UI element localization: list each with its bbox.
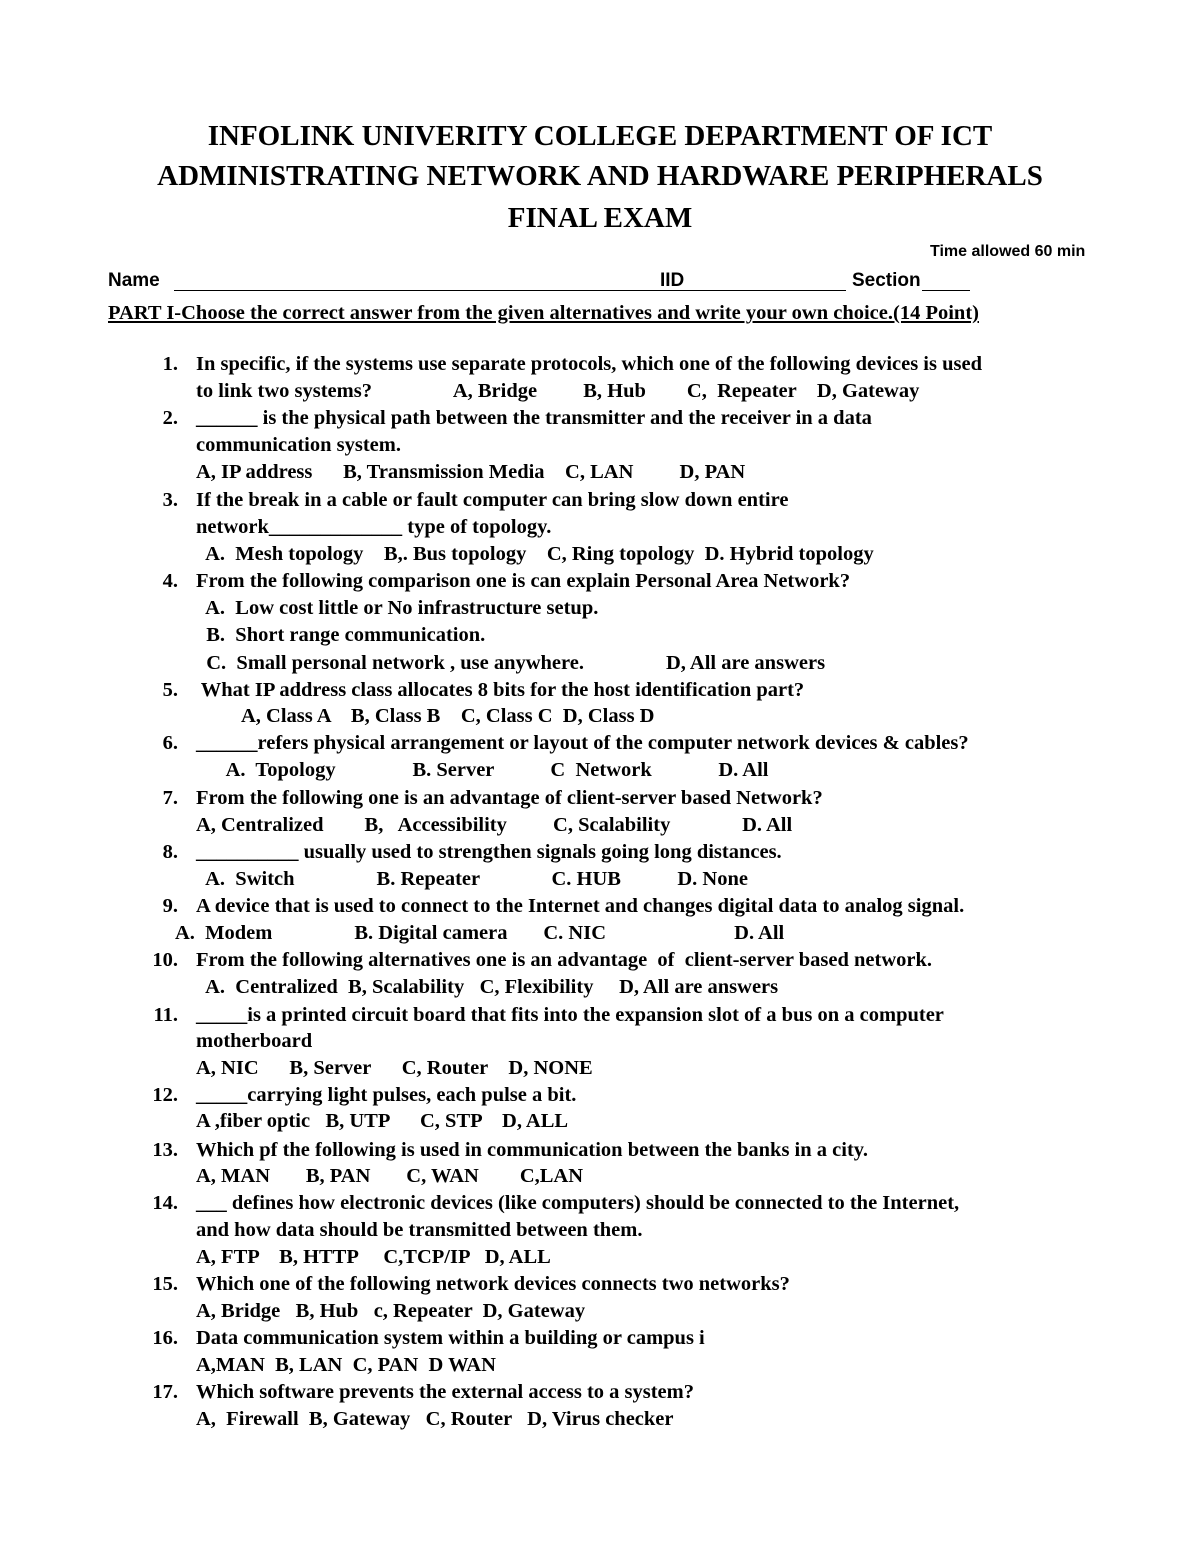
question-number: 14.: [152, 1192, 178, 1214]
question-text: A device that is used to connect to the Internet and changes digital data to analog signal.: [196, 895, 965, 917]
question-option-line: B. Short range communication.: [196, 624, 486, 646]
question-option-line: A, MAN B, PAN C, WAN C,LAN: [196, 1165, 584, 1187]
question-option-line: A,MAN B, LAN C, PAN D WAN: [196, 1354, 496, 1376]
question-number: 13.: [152, 1139, 178, 1161]
question-option-line: A, Class A B, Class B C, Class C D, Class D: [196, 705, 655, 727]
question-number: 10.: [152, 949, 178, 971]
question-option-line: A ,fiber optic B, UTP C, STP D, ALL: [196, 1110, 569, 1132]
question-text: ______ is the physical path between the transmitter and the receiver in a data: [196, 407, 872, 429]
question-option-line: network_____________ type of topology.: [196, 516, 552, 538]
question-option-line: A. Centralized B, Scalability C, Flexibility D, All are answers: [196, 976, 779, 998]
college-title: INFOLINK UNIVERITY COLLEGE DEPARTMENT OF ICT: [207, 120, 993, 152]
question-option-line: communication system.: [196, 434, 401, 456]
id-field[interactable]: [698, 290, 846, 291]
question-number: 1.: [162, 353, 178, 375]
question-option-line: A, FTP B, HTTP C,TCP/IP D, ALL: [196, 1246, 551, 1268]
question-number: 5.: [162, 679, 178, 701]
course-title: ADMINISTRATING NETWORK AND HARDWARE PERIPHERALS: [157, 160, 1043, 192]
question-text: ______refers physical arrangement or layout of the computer network devices & cables?: [196, 732, 969, 754]
question-text: _____carrying light pulses, each pulse a bit.: [196, 1084, 577, 1106]
question-text: A. Modem B. Digital camera C. NIC D. All: [175, 922, 785, 944]
question-number: 17.: [152, 1381, 178, 1403]
question-text: From the following comparison one is can explain Personal Area Network?: [196, 570, 851, 592]
question-option-line: A. Mesh topology B,. Bus topology C, Ring topology D. Hybrid topology: [196, 543, 874, 565]
question-text: In specific, if the systems use separate protocols, which one of the following devices is used: [196, 353, 982, 375]
student-info-row: [108, 268, 1098, 294]
question-number: 15.: [152, 1273, 178, 1295]
question-number: 2.: [162, 407, 178, 429]
question-option-line: A, Firewall B, Gateway C, Router D, Virus checker: [196, 1408, 674, 1430]
question-number: 8.: [162, 841, 178, 863]
question-text: Which one of the following network devices connects two networks?: [196, 1273, 790, 1295]
question-number: 9.: [162, 895, 178, 917]
question-number: 16.: [152, 1327, 178, 1349]
question-number: 3.: [162, 489, 178, 511]
question-option-line: A, Bridge B, Hub c, Repeater D, Gateway: [196, 1300, 586, 1322]
question-option-line: A, IP address B, Transmission Media C, LAN D, PAN: [196, 461, 746, 483]
question-option-line: A. Topology B. Server C Network D. All: [196, 759, 769, 781]
question-text: Which software prevents the external access to a system?: [196, 1381, 694, 1403]
question-text: What IP address class allocates 8 bits for the host identification part?: [196, 679, 805, 701]
question-option-line: and how data should be transmitted between them.: [196, 1219, 643, 1241]
question-option-line: motherboard: [196, 1030, 313, 1052]
question-text: __________ usually used to strengthen signals going long distances.: [196, 841, 782, 863]
question-text: From the following one is an advantage of client-server based Network?: [196, 787, 823, 809]
question-number: 12.: [152, 1084, 178, 1106]
question-option-line: to link two systems? A, Bridge B, Hub C, Repeater D, Gateway: [196, 380, 920, 402]
question-option-line: A, Centralized B, Accessibility C, Scalability D. All: [196, 814, 793, 836]
question-text: Which pf the following is used in communication between the banks in a city.: [196, 1139, 869, 1161]
part1-instruction: PART I-Choose the correct answer from the given alternatives and write your own choice.(14 Point): [108, 302, 979, 324]
question-number: 4.: [162, 570, 178, 592]
question-option-line: A. Low cost little or No infrastructure setup.: [196, 597, 599, 619]
question-option-line: A, NIC B, Server C, Router D, NONE: [196, 1057, 593, 1079]
question-number: 11.: [153, 1004, 178, 1026]
question-text: From the following alternatives one is an advantage of client-server based network.: [196, 949, 933, 971]
section-label: Section: [852, 270, 921, 291]
question-text: _____is a printed circuit board that fits into the expansion slot of a bus on a computer: [196, 1004, 944, 1026]
time-allowed: Time allowed 60 min: [930, 243, 1086, 260]
question-number: 7.: [162, 787, 178, 809]
question-text: Data communication system within a building or campus i: [196, 1327, 705, 1349]
section-field[interactable]: [922, 290, 970, 291]
name-label: Name: [108, 270, 160, 291]
id-label: IID: [660, 270, 685, 291]
question-number: 6.: [162, 732, 178, 754]
question-option-line: C. Small personal network , use anywhere. D, All are answers: [196, 652, 826, 674]
question-text: If the break in a cable or fault computer can bring slow down entire: [196, 489, 789, 511]
question-option-line: A. Switch B. Repeater C. HUB D. None: [196, 868, 748, 890]
exam-title: FINAL EXAM: [507, 202, 693, 234]
question-text: ___ defines how electronic devices (like computers) should be connected to the Internet,: [196, 1192, 960, 1214]
